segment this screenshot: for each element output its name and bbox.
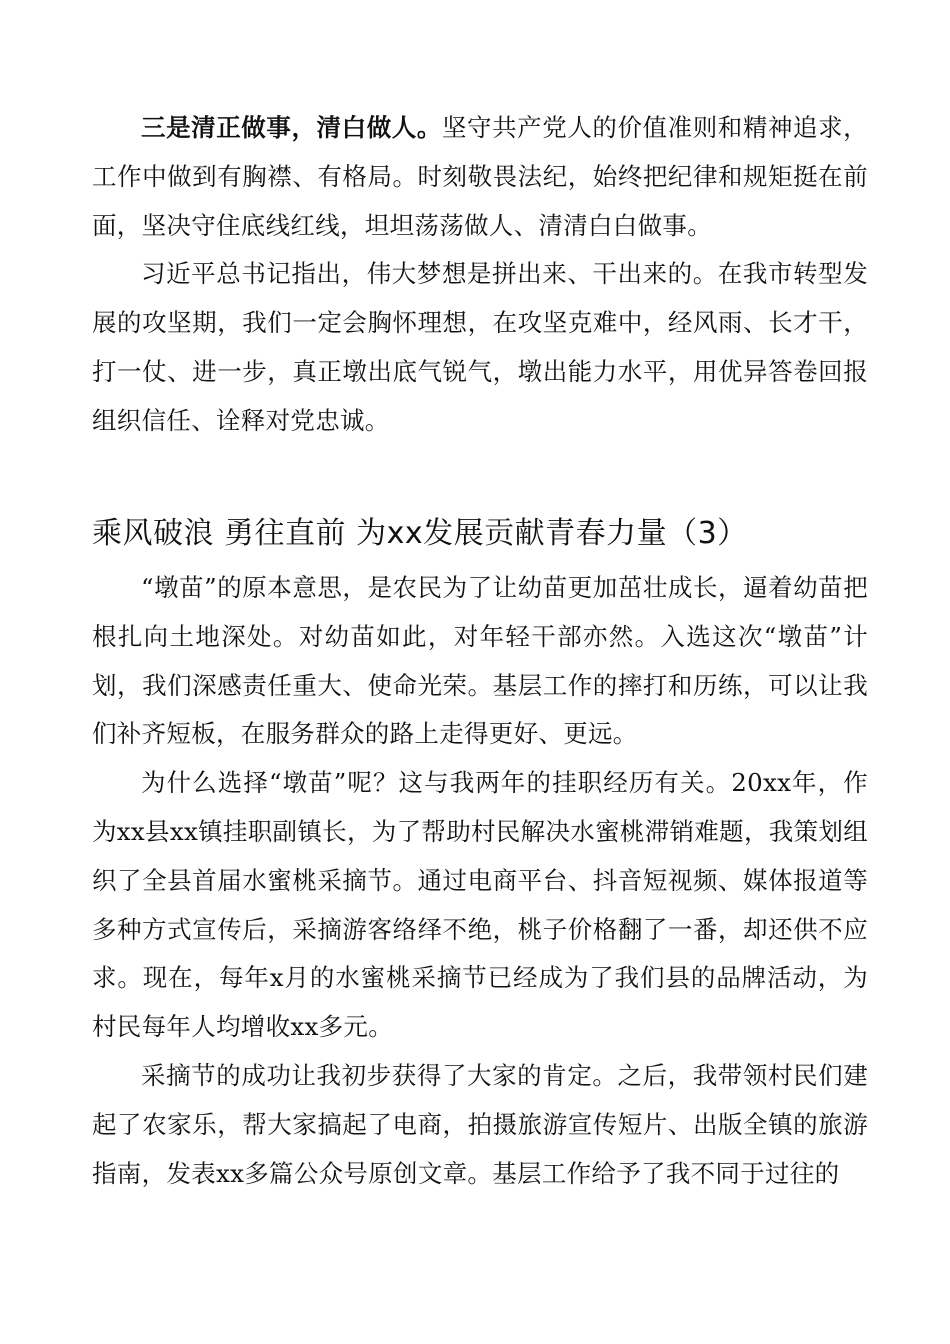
paragraph: 采摘节的成功让我初步获得了大家的肯定。之后，我带领村民们建起了农家乐，帮大家搞起了电商，拍摄旅游宣传短片、出版全镇的旅游指南，发表xx多篇公众号原创文章。基层工作给予了我不同于过往的	[92, 1060, 868, 1188]
paragraph-lead: 三是清正做事，清白做人。	[141, 113, 442, 142]
paragraph: 习近平总书记指出，伟大梦想是拼出来、干出来的。在我市转型发展的攻坚期，我们一定会胸怀理想，在攻坚克难中，经风雨、长才干，打一仗、进一步，真正墩出底气锐气，墩出能力水平，用优异答卷回报组织信任、诠释对党忠诚。	[92, 259, 868, 435]
paragraph: “墩苗”的原本意思，是农民为了让幼苗更加茁壮成长，逼着幼苗把根扎向土地深处。对幼苗如此，对年轻干部亦然。入选这次“墩苗”计划，我们深感责任重大、使命光荣。基层工作的摔打和历练，可以让我们补齐短板，在服务群众的路上走得更好、更远。	[92, 573, 869, 749]
section-heading	[92, 514, 868, 554]
article-heading: 乘风破浪 勇往直前 为xx发展贡献青春力量（3）	[92, 516, 748, 551]
paragraph	[92, 104, 868, 250]
section-body	[92, 564, 868, 1198]
paragraph: 为什么选择“墩苗”呢？这与我两年的挂职经历有关。20xx年，作为xx县xx镇挂职副镇长，为了帮助村民解决水蜜桃滞销难题，我策划组织了全县首届水蜜桃采摘节。通过电商平台、抖音短视频、媒体报道等多种方式宣传后，采摘游客络绎不绝，桃子价格翻了一番，却还供不应求。现在，每年x月的水蜜桃采摘节已经成为了我们县的品牌活动，为村民每年人均增收xx多元。	[92, 768, 868, 1042]
section-intro	[92, 104, 868, 446]
paragraph-body: 坚守共产党人的价值准则和精神追求，工作中做到有胸襟、有格局。时刻敬畏法纪，始终把纪律和规矩挺在前面，坚决守住底线红线，坦坦荡荡做人、清清白白做事。	[92, 113, 868, 240]
